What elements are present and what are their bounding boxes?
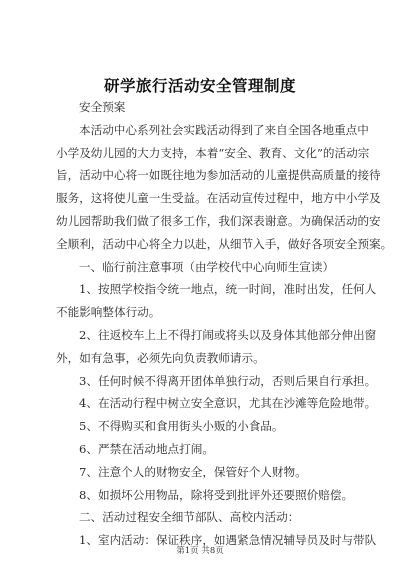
page-number-footer: 第1页 共8页 <box>176 546 224 556</box>
list-item: 2、往返校车上上不得打闹或将头以及身体其他部分伸出窗 <box>79 327 377 342</box>
section-heading: 二、活动过程安全细节部队、高校内活动： <box>79 510 300 525</box>
list-item: 5、不得购买和食用街头小贩的小食品。 <box>79 419 284 434</box>
list-item: 7、注意个人的财物安全，保管好个人财物。 <box>79 464 307 479</box>
paragraph-line: 安全预案 <box>79 100 126 114</box>
paragraph-line: 全顺利，活动中心将全力以赴，从细节入手，做好各项安全预案。 <box>56 236 393 251</box>
list-item: 6、严禁在活动地点打闹。 <box>79 441 214 456</box>
paragraph-line: 服务，这将使儿童一生受益。在活动宣传过程中，地方中小学及 <box>56 191 381 206</box>
list-item: 8、如损坏公用物品，除将受到批评外还要照价赔偿。 <box>79 487 354 502</box>
list-item: 1、室内活动：保证秩序，如遇紧急情况辅导员及时与带队 <box>79 533 377 548</box>
paragraph-line: 旨，活动中心将一如既往地为参加活动的儿童提供高质量的接待 <box>56 168 381 183</box>
paragraph-line: 本活动中心系列社会实践活动得到了来自全国各地重点中 <box>79 122 369 137</box>
paragraph-line: 小学及幼儿园的大力支持，本着“安全、教育、文化”的活动宗 <box>56 145 370 160</box>
paragraph-line: 幼儿园帮助我们做了很多工作，我们深表谢意。为确保活动的安 <box>56 213 381 228</box>
list-item: 3、任何时候不得离开团体单独行动，否则后果自行承担。 <box>79 373 377 388</box>
section-heading: 一、临行前注意事项（由学校代中心向师生宣读） <box>79 259 335 274</box>
document-title: 研学旅行活动安全管理制度 <box>103 76 296 95</box>
list-item: 4、在活动行程中树立安全意识，尤其在沙滩等危险地带。 <box>79 396 377 411</box>
list-item-continuation: 不能影响整体行动。 <box>56 305 161 320</box>
list-item-continuation: 外，如有急事，必须先向负责教师请示。 <box>56 350 265 365</box>
document-body <box>56 96 393 552</box>
list-item: 1、按照学校指令统一地点，统一时间，准时出发，任何人 <box>79 282 377 297</box>
